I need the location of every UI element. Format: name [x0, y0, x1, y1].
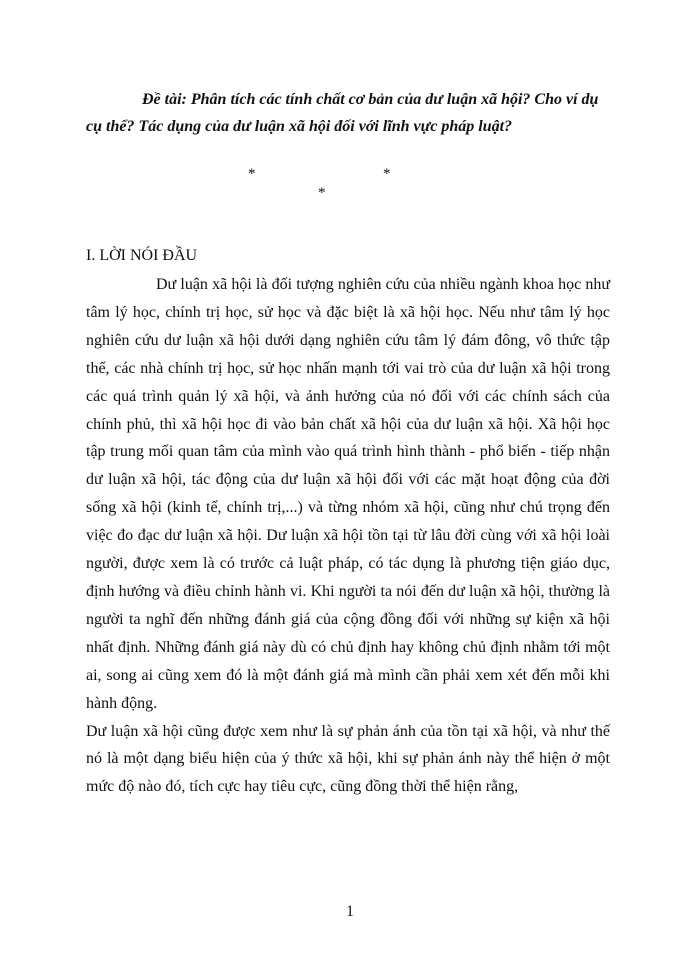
document-title: Đề tài: Phân tích các tính chất cơ bản của dư luận xã hội? Cho ví dụ cụ thể? Tác dụng của dư luận xã hội đối với lĩnh vực pháp luật? [86, 91, 599, 135]
separator-star: * [318, 185, 326, 201]
separator-star: * [383, 166, 391, 182]
section-heading: I. LỜI NÓI ĐẦU [86, 247, 198, 264]
separator-star: * [248, 166, 256, 182]
paragraph: Dư luận xã hội cũng được xem như là sự phản ánh của tồn tại xã hội, và như thế nó là một dạng biểu hiện của ý thức xã hội, khi sự phản ánh này thể hiện ở một mức độ nào đó, tích cực hay tiêu cực, cũng đồng thời thể hiện rằng, [86, 722, 610, 796]
paragraph: Dư luận xã hội là đối tượng nghiên cứu của nhiều ngành khoa học như tâm lý học, chính trị học, sử học và đặc biệt là xã hội học. Nếu như tâm lý học nghiên cứu dư luận xã hội dưới dạng nghiên cứu tâm lý đám đông, vô thức tập thể, các nhà chính trị học, sử học nhấn mạnh tới vai trò của dư luận xã hội trong các quá trình quản lý xã hội, và ảnh hưởng của nó đối với các chính sách của chính phủ, thì xã hội học đi vào bản chất xã hội của dư luận xã hội. Xã hội học tập trung mối quan tâm của mình vào quá trình hình thành - phổ biến - tiếp nhận dư luận xã hội, tác động của dư luận xã hội đối với các mặt hoạt động của đời sống xã hội (kinh tế, chính trị,...) và từng nhóm xã hội, cũng như chú trọng đến việc đo đạc dư luận xã hội. Dư luận xã hội tồn tại từ lâu đời cùng với xã hội loài người, được xem là có trước cả luật pháp, có tác dụng là phương tiện giáo dục, định hướng và điều chỉnh hành vi. Khi người ta nói đến dư luận xã hội, thường là người ta nghĩ đến những đánh giá của cộng đồng đối với những sự kiện xã hội nhất định. Những đánh giá này dù có chủ định hay không chủ định nhằm tới một ai, song ai cũng xem đó là một đánh giá mà mình cần phải xem xét đến mỗi khi hành động. [86, 276, 610, 712]
page-number: 1 [346, 903, 354, 920]
body-text [86, 271, 610, 801]
